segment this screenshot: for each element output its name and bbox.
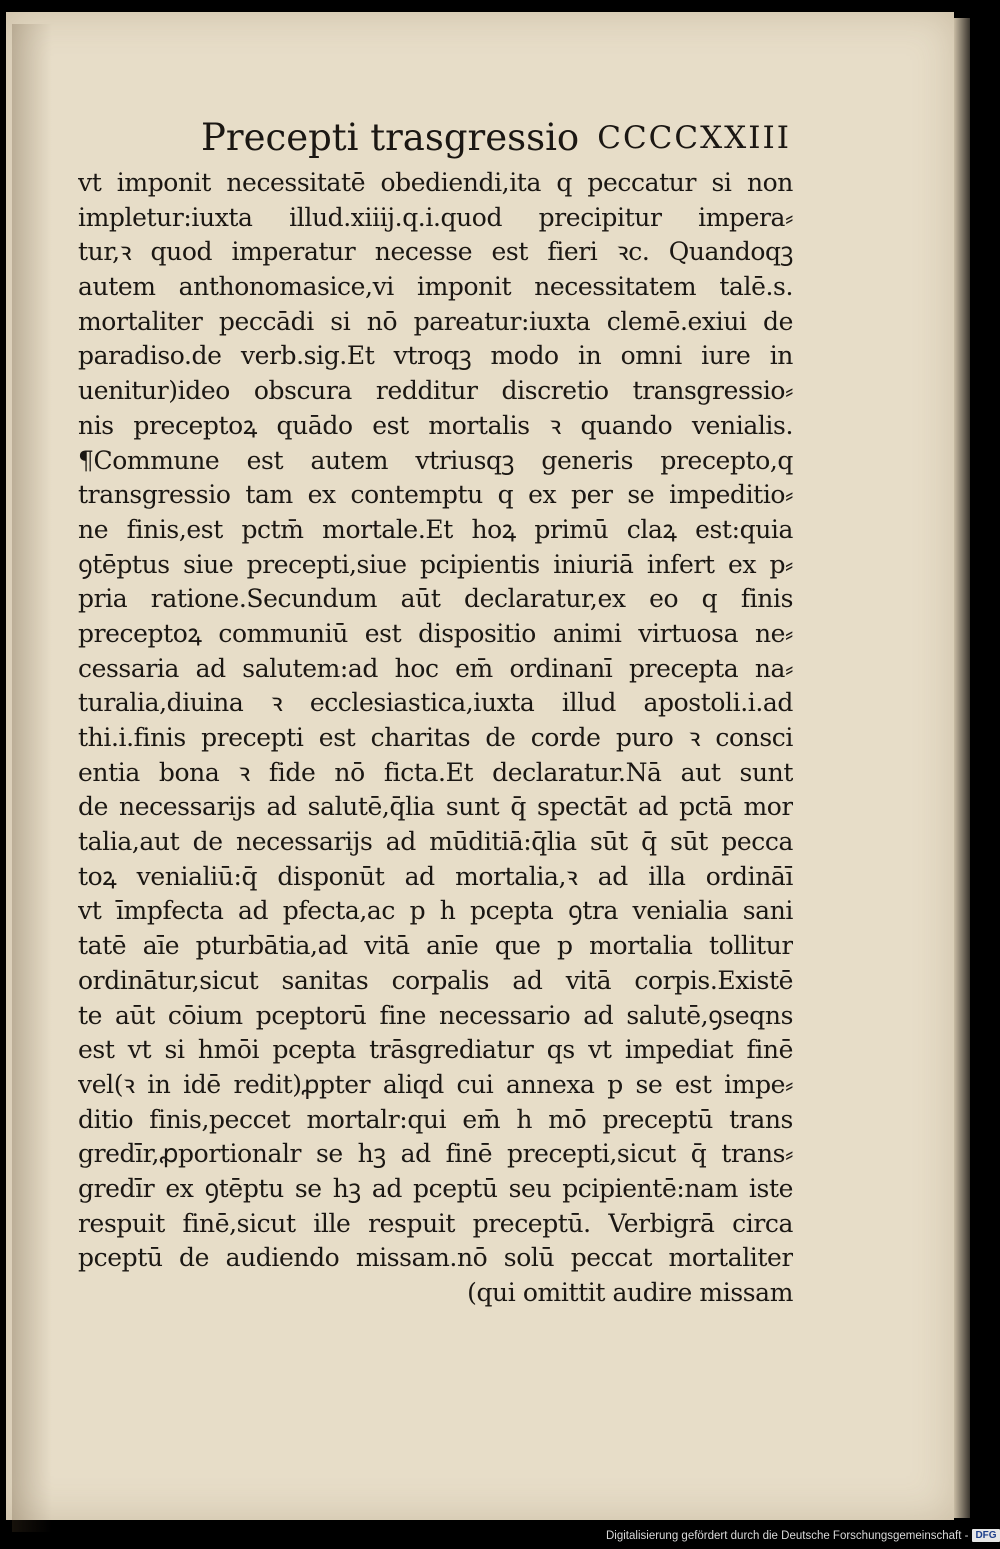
text-line: tur,ꝛ quod imperatur necesse est fieri ꝛc. Quandoqꝫ bbox=[78, 237, 793, 267]
credit-text: Digitalisierung gefördert durch die Deutsche Forschungsgemeinschaft - bbox=[606, 1530, 969, 1542]
text-line: ditio finis,peccet mortalr:qui em̄ h mō preceptū trans bbox=[78, 1104, 793, 1134]
text-line: ordinātur,sicut sanitas corpalis ad vitā corpis.Existē bbox=[78, 965, 793, 995]
digitization-credit bbox=[606, 1527, 996, 1545]
text-line: talia,aut de necessarijs ad mūditiā:q̄lia sūt q̄ sūt pecca bbox=[78, 827, 793, 857]
text-line: vel(ꝛ in idē redit)ꝓpter aliqd cui annexa p se est impe⸗ bbox=[78, 1069, 793, 1099]
text-line: impletur:iuxta illud.xiiij.q.i.quod precipitur impera⸗ bbox=[78, 202, 793, 232]
text-line: cessaria ad salutem:ad hoc em̄ ordinanī precepta na⸗ bbox=[78, 653, 793, 683]
text-line: tatē aīe pturbātia,ad vitā anīe que p mortalia tollitur bbox=[78, 931, 793, 961]
spine-shadow bbox=[12, 24, 52, 1532]
text-line: est vt si hmōi pcepta trāsgrediatur qs vt impediat finē bbox=[78, 1035, 793, 1065]
text-line: entia bona ꝛ fide nō ficta.Et declaratur.Nā aut sunt bbox=[78, 757, 793, 787]
text-line: transgressio tam ex contemptu q ex per se impeditio⸗ bbox=[78, 480, 793, 510]
text-line: thi.i.finis precepti est charitas de corde puro ꝛ consci bbox=[78, 723, 793, 752]
text-line: autem anthonomasice,vi imponit necessitatem talē.s. bbox=[78, 272, 793, 302]
text-line-catchword: (qui omittit audire missam bbox=[467, 1278, 793, 1307]
page-header bbox=[201, 116, 801, 160]
text-line: preceptoꝝ communiū est dispositio animi virtuosa ne⸗ bbox=[78, 618, 793, 648]
body-text bbox=[78, 166, 793, 1311]
book-page bbox=[6, 12, 954, 1520]
folio-number: CCCCXXIII bbox=[597, 120, 791, 156]
text-line: nis preceptoꝝ quādo est mortalis ꝛ quando venialis. bbox=[78, 410, 793, 440]
text-line: pceptū de audiendo missam.nō solū peccat mortaliter bbox=[78, 1243, 793, 1273]
text-line: gredīr,ꝓportionalr se hꝫ ad finē precepti,sicut q̄ trans⸗ bbox=[78, 1139, 793, 1169]
text-line: vt īmpfecta ad pfecta,ac p h pcepta ꝯtra venialia sani bbox=[78, 896, 793, 926]
text-line: de necessarijs ad salutē,q̄lia sunt q̄ spectāt ad pctā mor bbox=[78, 792, 793, 822]
text-line: pria ratione.Secundum aūt declaratur,ex eo q finis bbox=[78, 584, 793, 614]
text-line: ꝯtēptus siue precepti,siue pcipientis iniuriā infert ex p⸗ bbox=[78, 549, 793, 579]
text-line: uenitur)ideo obscura redditur discretio transgressio⸗ bbox=[78, 376, 793, 406]
text-line: te aūt cōium pceptorū fine necessario ad salutē,ꝯseqns bbox=[78, 1000, 793, 1030]
page-edge bbox=[954, 18, 970, 1518]
text-line: gredīr ex ꝯtēptu se hꝫ ad pceptū seu pcipientē:nam iste bbox=[78, 1173, 793, 1203]
text-line: turalia,diuina ꝛ ecclesiastica,iuxta illud apostoli.i.ad bbox=[78, 688, 793, 718]
text-line: respuit finē,sicut ille respuit preceptū. Verbigrā circa bbox=[78, 1208, 793, 1238]
text-line: toꝝ venialiū:q̄ disponūt ad mortalia,ꝛ ad illa ordināī bbox=[78, 861, 793, 891]
text-line: vt imponit necessitatē obediendi,ita q peccatur si non bbox=[78, 168, 793, 197]
text-line: mortaliter peccādi si nō pareatur:iuxta clemē.exiui de bbox=[78, 306, 793, 336]
text-line: ¶Commune est autem vtriusqꝫ generis precepto,q bbox=[78, 445, 793, 475]
dfg-logo-icon: DFG bbox=[972, 1529, 999, 1542]
text-line: ne finis,est pctm̄ mortale.Et hoꝝ primū claꝝ est:quia bbox=[78, 514, 793, 544]
text-line: paradiso.de verb.sig.Et vtroqꝫ modo in omni iure in bbox=[78, 341, 793, 371]
running-title: Precepti trasgressio bbox=[201, 116, 580, 159]
